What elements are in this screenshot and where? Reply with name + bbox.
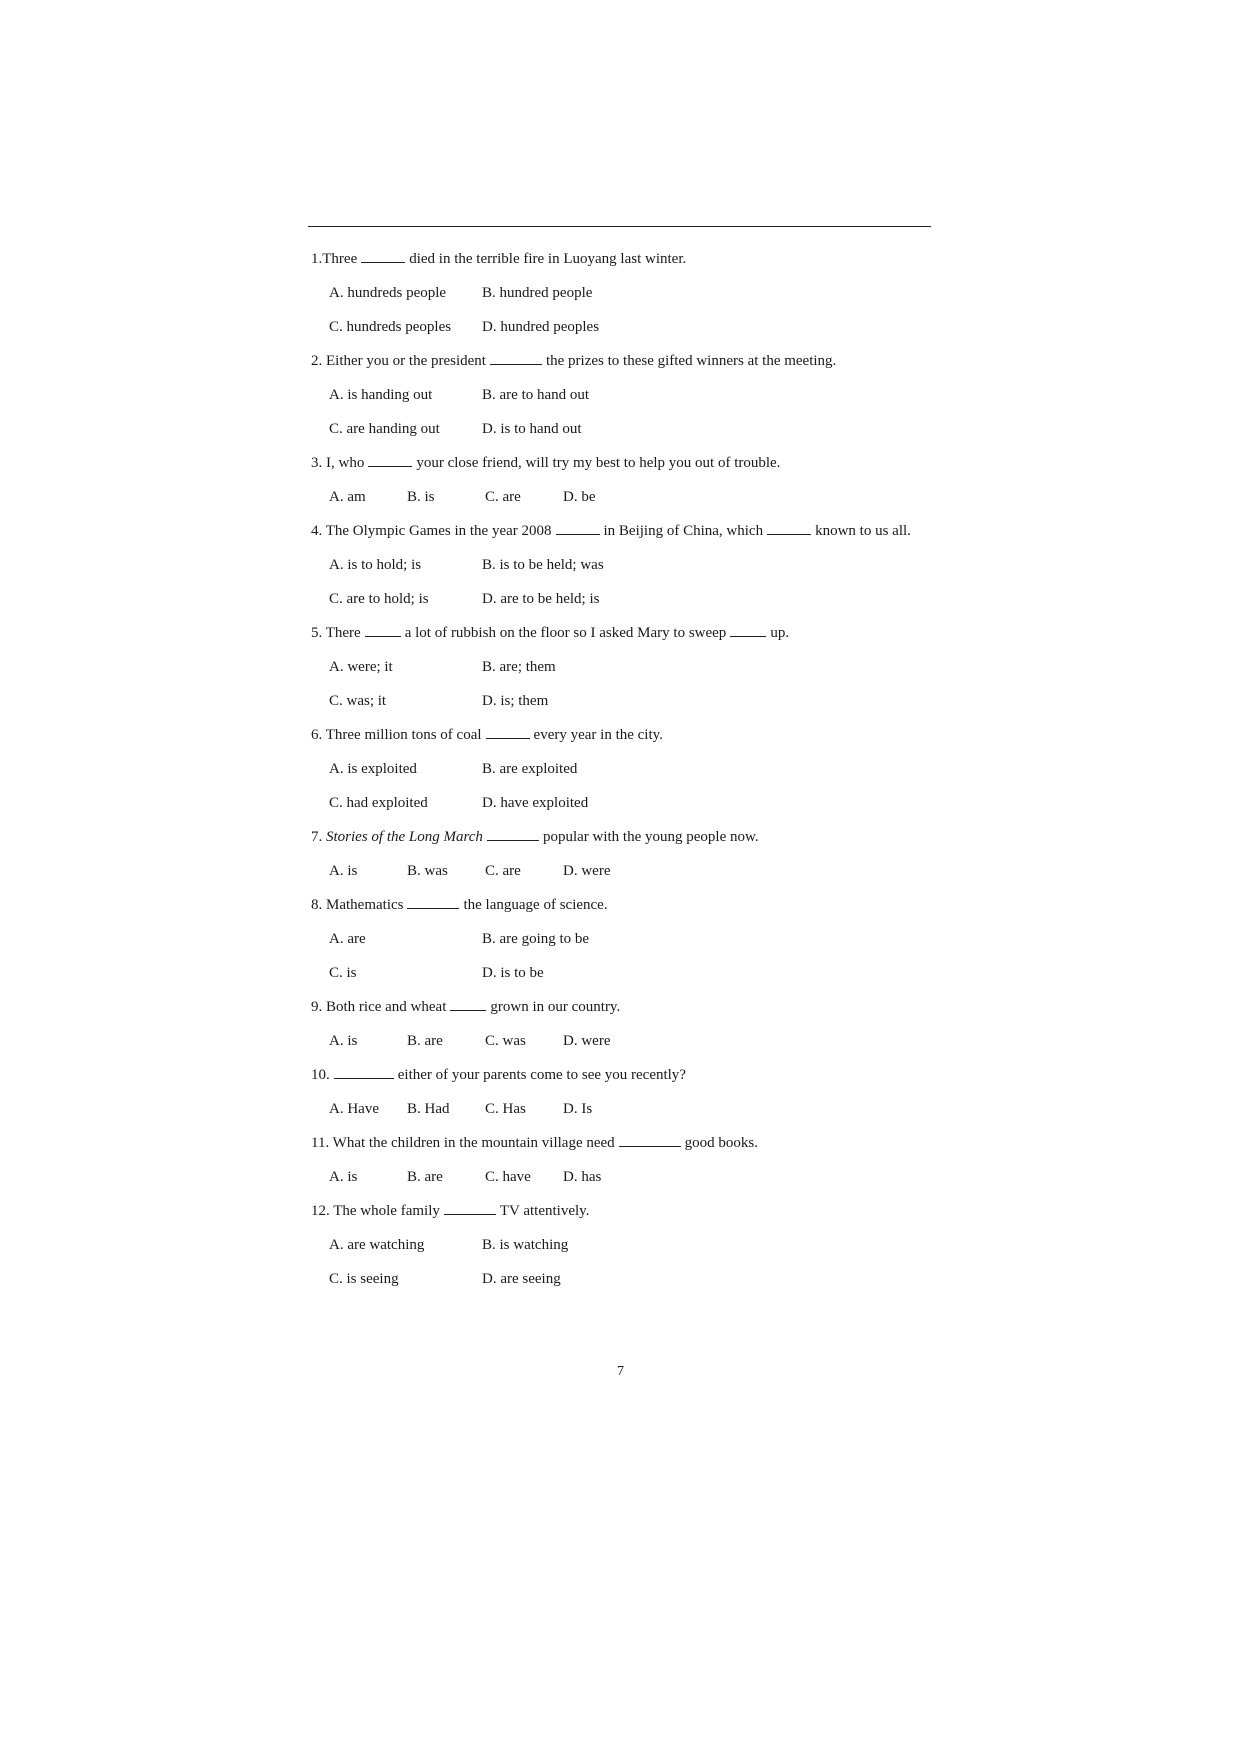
question-text: 8. Mathematics [311,897,404,913]
answer-blank [767,520,811,535]
answer-blank [444,1200,496,1215]
question-text: the prizes to these gifted winners at the meeting. [545,353,837,369]
option-a: A. were; it [329,659,393,675]
option-b: B. hundred people [482,285,593,301]
question-10-options [311,1092,951,1126]
answer-blank [730,622,766,637]
question-text: up. [770,625,790,641]
option-a: A. hundreds people [329,285,447,301]
question-8-options-ab [311,922,951,956]
question-4-options-cd [311,582,951,616]
option-d: D. be [563,489,596,505]
option-a: A. is to hold; is [329,557,422,573]
option-b: B. Had [407,1101,450,1117]
question-7 [311,820,951,854]
answer-blank [450,996,486,1011]
option-d: D. is; them [482,693,549,709]
answer-blank [556,520,600,535]
question-text: good books. [684,1135,759,1151]
question-text: 9. Both rice and wheat [311,999,447,1015]
question-8 [311,888,951,922]
question-5 [311,616,951,650]
option-a: A. is [329,1169,358,1185]
option-a: A. is handing out [329,387,433,403]
question-2-options-ab [311,378,951,412]
question-4 [311,514,951,548]
question-text: 5. There [311,625,361,641]
question-3 [311,446,951,480]
option-d: D. is to be [482,965,544,981]
answer-blank [490,350,542,365]
question-11-options [311,1160,951,1194]
option-d: D. is to hand out [482,421,582,437]
question-1-options-cd [311,310,951,344]
question-5-options-ab [311,650,951,684]
question-text: 3. I, who [311,455,365,471]
question-2-options-cd [311,412,951,446]
question-text: TV attentively. [499,1203,590,1219]
option-c: C. are [485,489,521,505]
option-c: C. Has [485,1101,526,1117]
question-6-options-cd [311,786,951,820]
answer-blank [368,452,412,467]
question-text: the language of science. [463,897,608,913]
question-1 [311,242,951,276]
option-c: C. are handing out [329,421,440,437]
question-text: 12. The whole family [311,1203,440,1219]
option-b: B. is watching [482,1237,569,1253]
question-text: 6. Three million tons of coal [311,727,482,743]
answer-blank [407,894,459,909]
answer-blank [487,826,539,841]
question-text: Three [322,251,358,267]
question-text: 4. The Olympic Games in the year 2008 [311,523,552,539]
question-11 [311,1126,951,1160]
option-a: A. are [329,931,366,947]
question-text: a lot of rubbish on the floor so I asked Mary to sweep [404,625,727,641]
option-c: C. had exploited [329,795,428,811]
question-number: 7. [311,829,323,845]
option-c: C. have [485,1169,531,1185]
option-d: D. were [563,863,611,879]
option-d: D. are to be held; is [482,591,600,607]
answer-blank [361,248,405,263]
option-b: B. was [407,863,448,879]
question-text: your close friend, will try my best to help you out of trouble. [416,455,781,471]
question-2 [311,344,951,378]
option-b: B. are exploited [482,761,578,777]
option-c: C. is seeing [329,1271,399,1287]
option-d: D. have exploited [482,795,589,811]
answer-blank [334,1064,394,1079]
question-text: either of your parents come to see you recently? [397,1067,686,1083]
answer-blank [619,1132,681,1147]
option-d: D. were [563,1033,611,1049]
question-list [311,242,951,1296]
option-b: B. are going to be [482,931,590,947]
question-text: in Beijing of China, which [603,523,764,539]
question-text: known to us all. [815,523,911,539]
option-b: B. is to be held; was [482,557,604,573]
question-1-options-ab [311,276,951,310]
option-a: A. Have [329,1101,379,1117]
question-text: 10. [311,1067,330,1083]
question-text: every year in the city. [533,727,663,743]
question-4-options-ab [311,548,951,582]
page-number: 7 [617,1364,624,1379]
question-text: 11. What the children in the mountain village need [311,1135,615,1151]
answer-blank [486,724,530,739]
question-9 [311,990,951,1024]
header-rule [308,226,931,227]
question-6 [311,718,951,752]
question-12 [311,1194,951,1228]
option-b: B. are [407,1169,443,1185]
option-d: D. are seeing [482,1271,561,1287]
option-c: C. are to hold; is [329,591,429,607]
question-6-options-ab [311,752,951,786]
question-text: 2. Either you or the president [311,353,486,369]
option-c: C. was [485,1033,526,1049]
question-5-options-cd [311,684,951,718]
option-a: A. is [329,1033,358,1049]
question-7-options [311,854,951,888]
question-text: popular with the young people now. [542,829,759,845]
option-b: B. are; them [482,659,556,675]
option-d: D. Is [563,1101,593,1117]
option-a: A. is [329,863,358,879]
question-10 [311,1058,951,1092]
question-9-options [311,1024,951,1058]
option-d: D. hundred peoples [482,319,600,335]
option-c: C. are [485,863,521,879]
option-b: B. are to hand out [482,387,590,403]
option-a: A. am [329,489,366,505]
option-b: B. is [407,489,435,505]
question-text: grown in our country. [490,999,621,1015]
question-8-options-cd [311,956,951,990]
question-text: died in the terrible fire in Luoyang last winter. [409,251,687,267]
question-number: 1. [311,251,323,267]
question-12-options-cd [311,1262,951,1296]
book-title: Stories of the Long March [326,829,483,845]
option-c: C. was; it [329,693,387,709]
option-a: A. are watching [329,1237,425,1253]
option-a: A. is exploited [329,761,417,777]
option-c: C. is [329,965,357,981]
question-12-options-ab [311,1228,951,1262]
option-b: B. are [407,1033,443,1049]
answer-blank [365,622,401,637]
option-d: D. has [563,1169,602,1185]
question-3-options [311,480,951,514]
option-c: C. hundreds peoples [329,319,452,335]
